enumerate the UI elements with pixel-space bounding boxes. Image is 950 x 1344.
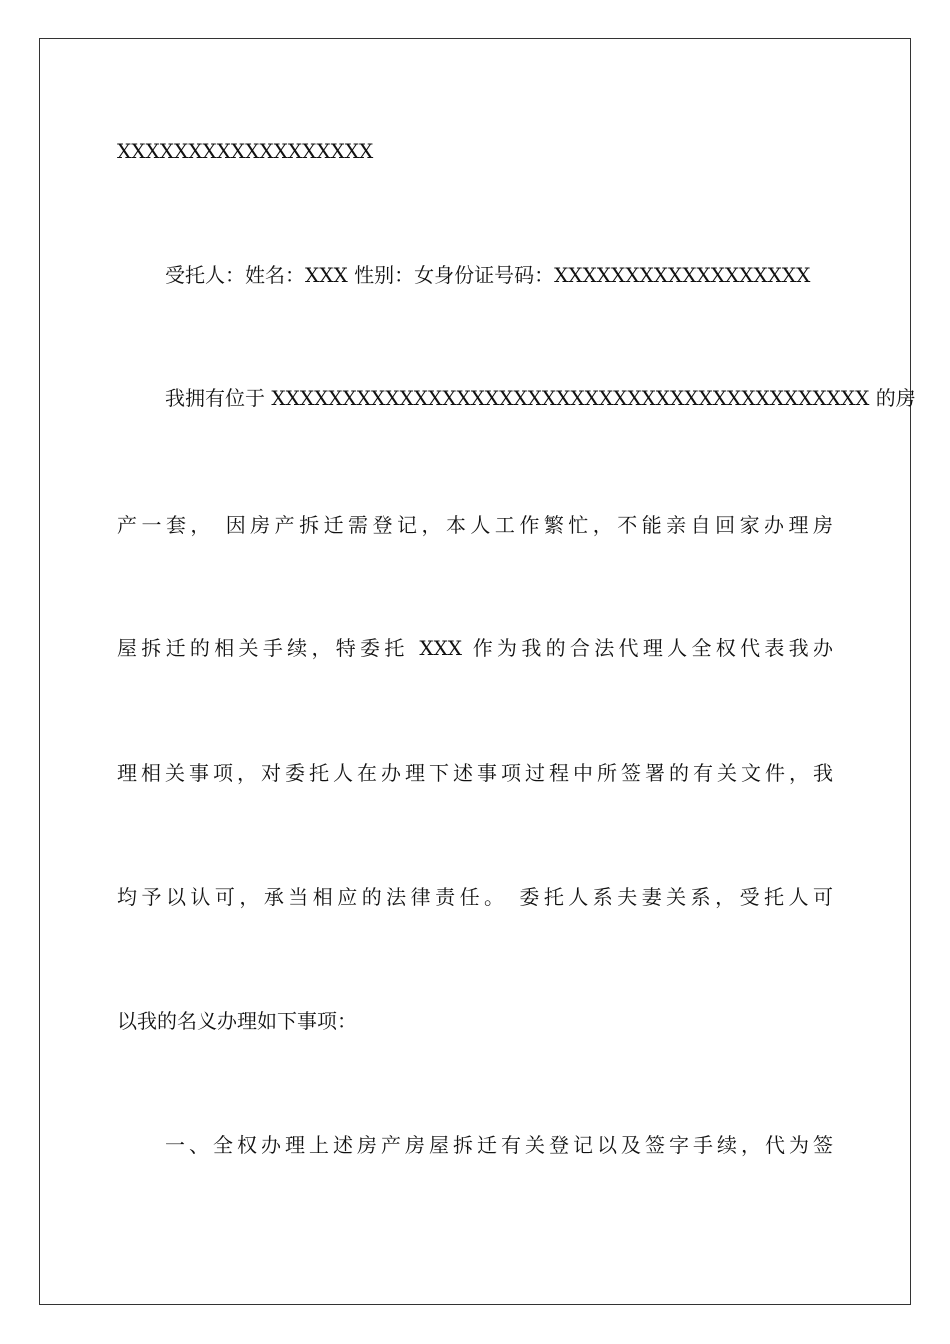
trustee-info-line: 受托人：姓名：XXX 性别：女身份证号码：XXXXXXXXXXXXXXXXXX (165, 263, 811, 287)
body-text-line-5: 均予以认可，承当相应的法律责任。 委托人系夫妻关系，受托人可 (117, 885, 833, 909)
body-text-line-3: 屋拆迁的相关手续，特委托 XXX 作为我的合法代理人全权代表我办 (117, 636, 833, 660)
document-id-line: XXXXXXXXXXXXXXXXXX (117, 139, 374, 163)
clause-one-line: 一、全权办理上述房产房屋拆迁有关登记以及签字手续，代为签 (165, 1133, 833, 1157)
body-text-line-6: 以我的名义办理如下事项： (117, 1009, 357, 1033)
body-text-line-4: 理相关事项，对委托人在办理下述事项过程中所签署的有关文件，我 (117, 761, 833, 785)
body-text-line-1: 我拥有位于 XXXXXXXXXXXXXXXXXXXXXXXXXXXXXXXXXXXXXXXXXX 的房 (165, 386, 916, 410)
page-border (39, 38, 916, 1305)
body-text-line-2: 产一套， 因房产拆迁需登记，本人工作繁忙，不能亲自回家办理房 (117, 513, 833, 537)
